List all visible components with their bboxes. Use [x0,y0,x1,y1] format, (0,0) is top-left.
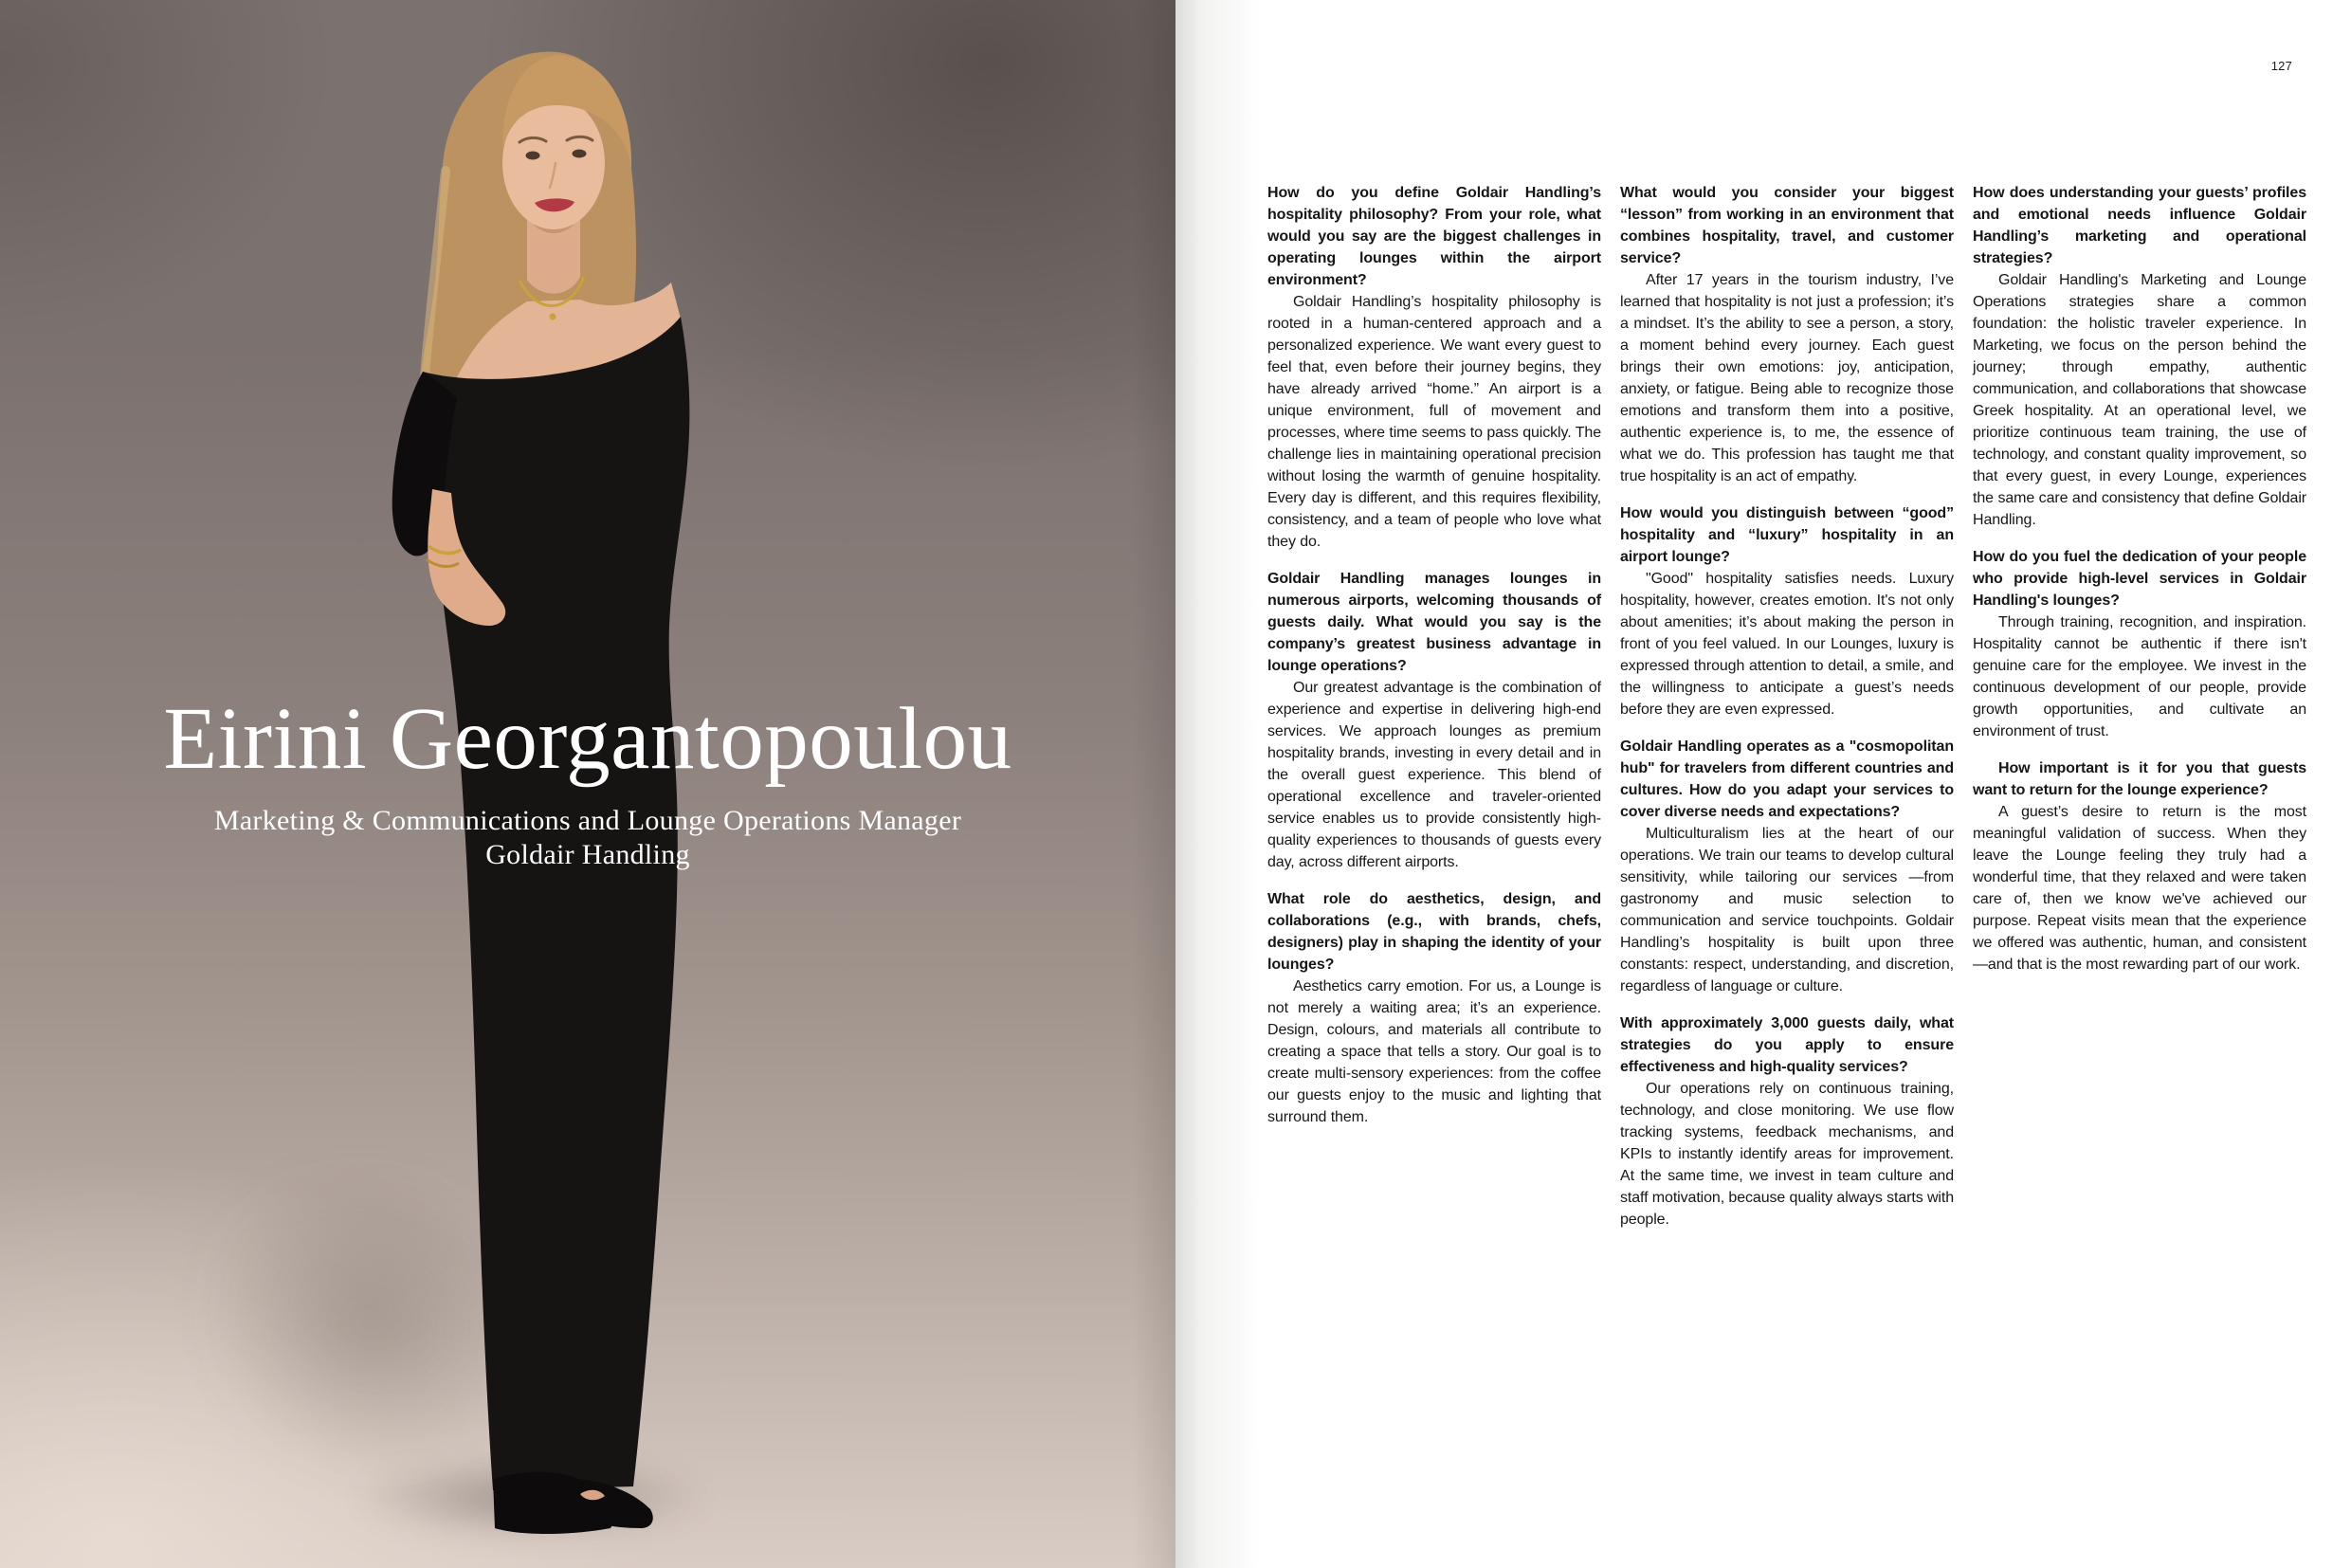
jumpsuit [423,317,689,1490]
answer-paragraph: Our operations rely on continuous training, technology, and close monitoring. We use flow tracking systems, feedback mechanisms, and KPIs to instantly identify areas for improvement. At the same time, we invest in team culture and staff motivation, because quality always starts with people. [1620,1081,1955,1228]
answer-paragraph: After 17 years in the tourism industry, I’ve learned that hospitality is not just a profession; it’s a mindset. It’s the ability to see a person, a story, a moment behind every journey. Each guest brings their own emotions: joy, anticipation, anxiety, or fatigue. Being able to recognize those emotions and transform them into a positive, authentic experience is, to me, the essence of what we do. This profession has taught me that true hospitality is an act of empathy. [1620,272,1954,484]
question-paragraph: How does understanding your guests’ profiles and emotional needs influence Goldair Handling’s marketing and operational strategies? [1973,185,2306,266]
question-paragraph: With approximately 3,000 guests daily, what strategies do you apply to ensure effectiveness and high-quality services? [1620,1015,1954,1075]
question-paragraph: Goldair Handling operates as a "cosmopolitan hub" for travelers from different countries and cultures. How do you adapt your services to cover diverse needs and expectations? [1620,738,1954,820]
question-paragraph: How would you distinguish between “good” hospitality and “luxury” hospitality in an airport lounge? [1620,505,1954,565]
answer-paragraph: A guest’s desire to return is the most meaningful validation of success. When they leave the Lounge feeling they truly had a wonderful time, that they relaxed and were taken care of, then we know we've achieved our purpose. Repeat visits mean that the experience we offered was authentic, human, and consistent —and that is the most rewarding part of our work. [1973,804,2306,973]
answer-paragraph: Goldair Handling's Marketing and Lounge Operations strategies share a common foundation: the holistic traveler experience. In Marketing, we focus on the person behind the journey; through empathy, authentic communication, and collaborations that showcase Greek hospitality. At an operational level, we prioritize continuous team training, the use of technology, and constant quality improvement, so that every guest, in every Lounge, experiences the same care and consistency that define Goldair Handling. [1973,272,2306,528]
question-paragraph: Goldair Handling manages lounges in numerous airports, welcoming thousands of guests daily. What would you say is the company’s greatest business advantage in lounge operations? [1267,571,1601,674]
question-paragraph: How important is it for you that guests want to return for the lounge experience? [1973,760,2306,798]
article-columns [1267,182,2306,1246]
eye [526,152,540,160]
portrait-caption [0,690,1176,872]
text-column [1267,182,1601,1246]
answer-paragraph: Multiculturalism lies at the heart of our operations. We train our teams to develop cultural sensitivity, while tailoring our services —from gastronomy and music selection to communication and service touchpoints. Goldair Handling’s hospitality is built upon three constants: respect, understanding, and discretion, regardless of language or culture. [1620,826,1954,994]
question-paragraph: How do you fuel the dedication of your people who provide high-level services in Goldair Handling's lounges? [1973,549,2306,609]
text-column [1620,182,1954,1246]
answer-paragraph: "Good" hospitality satisfies needs. Luxury hospitality, however, creates emotion. It's not only about amenities; it’s about making the person in front of you feel valued. In our Lounges, luxury is expressed through attention to detail, a smile, and the willingness to anticipate a guest’s needs before they are even expressed. [1620,571,1954,718]
subject-name: Eirini Georgantopoulou [163,690,1012,788]
subject-role: Marketing & Communications and Lounge Operations Manager [213,805,962,836]
eye [573,150,587,158]
page-number: 127 [2270,59,2292,73]
answer-paragraph: Goldair Handling’s hospitality philosophy is rooted in a human-centered approach and a personalized experience. We want every guest to feel that, even before their journey begins, they have already arrived “home.” An airport is a unique environment, full of movement and processes, where time seems to pass quickly. The challenge lies in maintaining operational precision without losing the warmth of genuine hospitality. Every day is different, and this requires flexibility, consistency, and a team of people who love what they do. [1267,294,1601,550]
question-paragraph: What would you consider your biggest “lesson” from working in an environment that combines hospitality, travel, and customer service? [1620,185,1954,266]
answer-paragraph: Our greatest advantage is the combination of experience and expertise in delivering high-end services. We approach lounges as premium hospitality brands, investing in every detail and in the overall guest experience. This blend of operational excellence and traveler-oriented service enables us to provide consistently high-quality experiences to thousands of guests every day, across different airports. [1267,680,1601,870]
necklace-pendant [550,314,556,320]
text-page [1176,0,2351,1568]
answer-paragraph: Aesthetics carry emotion. For us, a Lounge is not merely a waiting area; it’s an experience. Design, colours, and materials all contribute to creating a space that tells a story. Our goal is to create multi-sensory experiences: from the coffee our guests enjoy to the music and lighting that surround them. [1267,978,1601,1125]
text-column [1973,182,2306,1246]
question-paragraph: What role do aesthetics, design, and collaborations (e.g., with brands, chefs, designers) play in shaping the identity of your lounges? [1267,891,1601,973]
subject-company: Goldair Handling [485,839,690,870]
answer-paragraph: Through training, recognition, and inspiration. Hospitality cannot be authentic if there isn't genuine care for the employee. We invest in the continuous development of our people, provide growth opportunities, and cultivate an environment of trust. [1973,614,2306,739]
question-paragraph: How do you define Goldair Handling’s hospitality philosophy? From your role, what would you say are the biggest challenges in operating lounges within the airport environment? [1267,185,1601,288]
page-edge-shadow [1176,0,1261,1568]
page-gutter-shadow [1132,0,1176,1568]
